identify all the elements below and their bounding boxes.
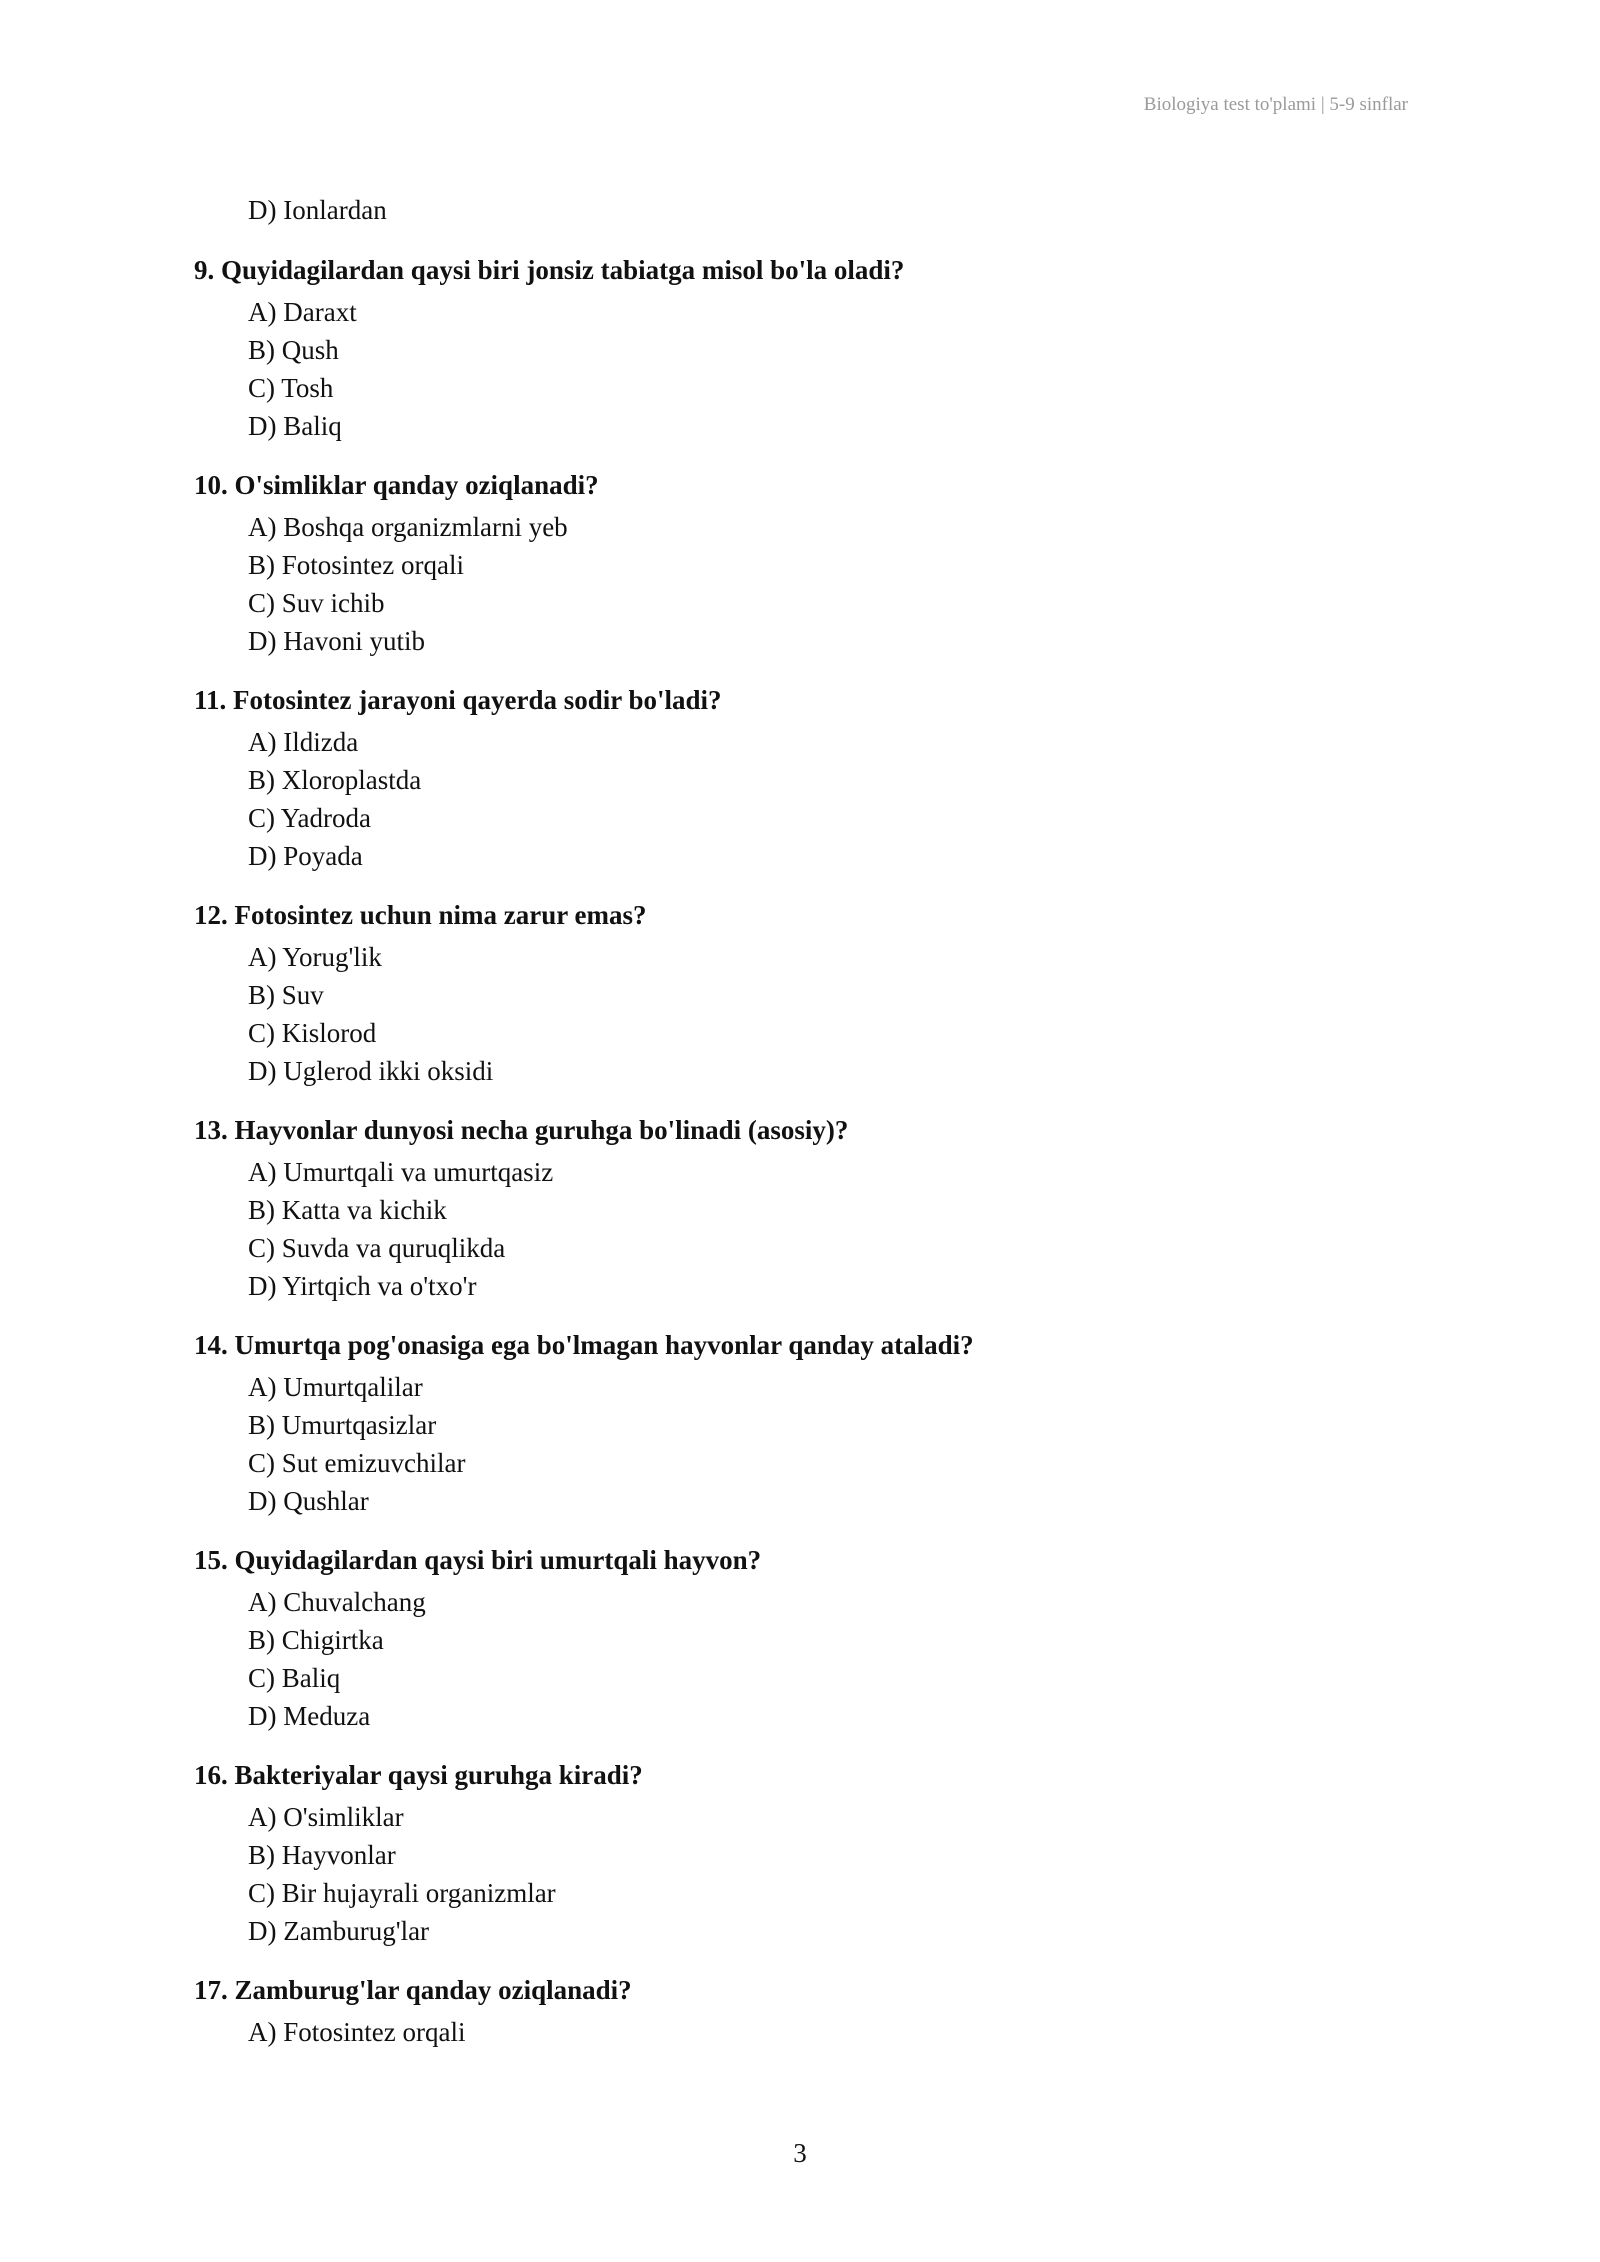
question-16 <box>194 1756 1394 1950</box>
option-a: A) Boshqa organizmlarni yeb <box>248 512 568 542</box>
question-17 <box>194 1971 1394 2051</box>
option-c: C) Kislorod <box>248 1018 377 1048</box>
option-d: D) Havoni yutib <box>248 626 425 656</box>
option-a: A) Umurtqali va umurtqasiz <box>248 1157 554 1187</box>
option-a: A) Ildizda <box>248 727 359 757</box>
question-title: 10. O'simliklar qanday oziqlanadi? <box>194 470 599 500</box>
question-title: 15. Quyidagilardan qaysi biri umurtqali hayvon? <box>194 1545 762 1575</box>
option-c: C) Yadroda <box>248 803 372 833</box>
question-title: 14. Umurtqa pog'onasiga ega bo'lmagan hayvonlar qanday ataladi? <box>194 1330 974 1360</box>
option-d: D) Zamburug'lar <box>248 1916 430 1946</box>
option-c: C) Suv ichib <box>248 588 385 618</box>
option-b: B) Chigirtka <box>248 1625 384 1655</box>
option-b: B) Umurtqasizlar <box>248 1410 437 1440</box>
option-c: C) Tosh <box>248 373 334 403</box>
question-14 <box>194 1326 1394 1520</box>
option-a: A) Daraxt <box>248 297 357 327</box>
option-d: D) Uglerod ikki oksidi <box>248 1056 494 1086</box>
option-b: B) Katta va kichik <box>248 1195 447 1225</box>
option-a: A) Yorug'lik <box>248 942 382 972</box>
option-d: D) Qushlar <box>248 1486 369 1516</box>
option-c: C) Baliq <box>248 1663 341 1693</box>
question-9 <box>194 251 1394 445</box>
option-a: A) Umurtqalilar <box>248 1372 423 1402</box>
option-b: B) Xloroplastda <box>248 765 422 795</box>
option-c: C) Bir hujayrali organizmlar <box>248 1878 556 1908</box>
option-d: D) Yirtqich va o'txo'r <box>248 1271 477 1301</box>
question-title: 9. Quyidagilardan qaysi biri jonsiz tabiatga misol bo'la oladi? <box>194 255 905 285</box>
question-title: 12. Fotosintez uchun nima zarur emas? <box>194 900 647 930</box>
question-title: 17. Zamburug'lar qanday oziqlanadi? <box>194 1975 632 2005</box>
option-d: D) Meduza <box>248 1701 371 1731</box>
option-b: B) Suv <box>248 980 324 1010</box>
question-11 <box>194 681 1394 875</box>
running-header: Biologiya test to'plami | 5-9 sinflar <box>1143 94 1408 115</box>
carryover-option: D) Ionlardan <box>248 195 387 225</box>
question-15 <box>194 1541 1394 1735</box>
option-d: D) Baliq <box>248 411 342 441</box>
option-a: A) Chuvalchang <box>248 1587 426 1617</box>
question-title: 11. Fotosintez jarayoni qayerda sodir bo'ladi? <box>194 685 722 715</box>
option-b: B) Fotosintez orqali <box>248 550 464 580</box>
option-b: B) Hayvonlar <box>248 1840 396 1870</box>
option-d: D) Poyada <box>248 841 363 871</box>
question-10 <box>194 466 1394 660</box>
question-title: 16. Bakteriyalar qaysi guruhga kiradi? <box>194 1760 643 1790</box>
test-content <box>194 191 1394 2072</box>
option-a: A) Fotosintez orqali <box>248 2017 466 2047</box>
page-number: 3 <box>793 2138 807 2168</box>
question-13 <box>194 1111 1394 1305</box>
question-12 <box>194 896 1394 1090</box>
option-a: A) O'simliklar <box>248 1802 404 1832</box>
option-b: B) Qush <box>248 335 339 365</box>
question-title: 13. Hayvonlar dunyosi necha guruhga bo'linadi (asosiy)? <box>194 1115 849 1145</box>
option-c: C) Sut emizuvchilar <box>248 1448 466 1478</box>
option-c: C) Suvda va quruqlikda <box>248 1233 506 1263</box>
